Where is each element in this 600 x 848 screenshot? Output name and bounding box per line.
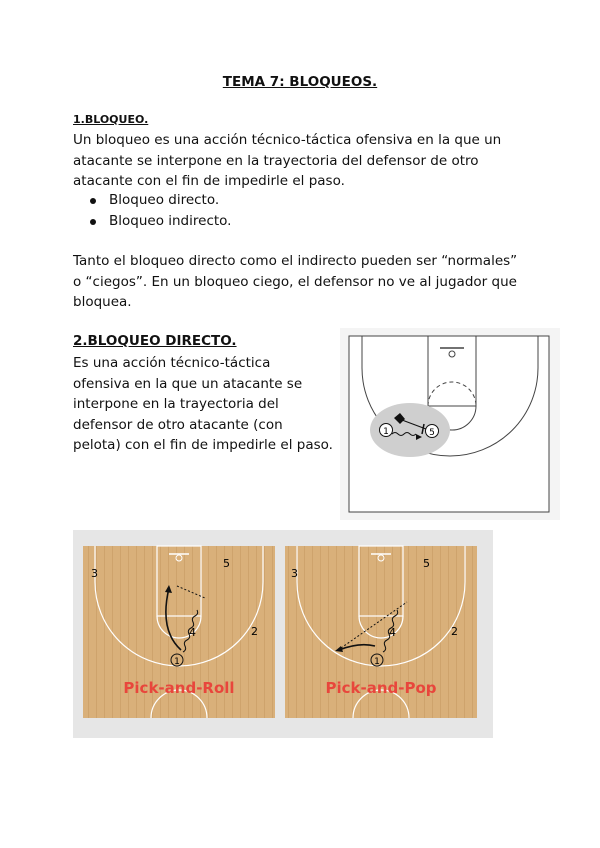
- text-line: Un bloqueo es una acción técnico-táctica ofensiva en la que un: [73, 132, 502, 148]
- player-number: 2: [251, 625, 258, 638]
- player-number: 3: [291, 567, 298, 580]
- player-number: 1: [374, 657, 380, 667]
- text-line: interpone en la trayectoria del: [73, 396, 279, 412]
- page-title: TEMA 7: BLOQUEOS.: [222, 74, 378, 90]
- section-1-text: [73, 130, 533, 192]
- player-number: 5: [429, 428, 435, 438]
- text-line: pelota) con el fin de impedirle el paso.: [73, 437, 333, 453]
- player-number: 4: [389, 626, 396, 639]
- section-1-heading: 1.BLOQUEO.: [73, 113, 149, 126]
- direct-screen-diagram: [340, 328, 560, 520]
- list-item: Bloqueo directo.: [88, 190, 231, 211]
- pick-plays-diagram: [73, 530, 493, 738]
- text-line: Es una acción técnico-táctica: [73, 355, 271, 371]
- player-number: 4: [189, 626, 196, 639]
- player-number: 1: [174, 657, 180, 667]
- player-number: 5: [223, 557, 230, 570]
- block-types-list: [88, 190, 231, 231]
- list-item: Bloqueo indirecto.: [88, 211, 231, 232]
- pick-and-roll-court: [83, 546, 275, 718]
- text-line: Tanto el bloqueo directo como el indirecto pueden ser “normales”: [73, 253, 518, 269]
- section-2-text: [73, 353, 343, 456]
- section-2-heading: 2.BLOQUEO DIRECTO.: [73, 333, 237, 349]
- section-1-paragraph-2: [73, 251, 533, 313]
- pick-and-pop-court: [285, 546, 477, 718]
- text-line: bloquea.: [73, 294, 132, 310]
- pick-and-pop-label: Pick-and-Pop: [325, 679, 437, 697]
- text-line: o “ciegos”. En un bloqueo ciego, el defensor no ve al jugador que: [73, 273, 517, 290]
- player-number: 5: [423, 557, 430, 570]
- player-number: 1: [383, 427, 389, 437]
- text-line: atacante con el fin de impedirle el paso.: [73, 173, 345, 189]
- pick-and-roll-label: Pick-and-Roll: [123, 679, 235, 697]
- player-number: 2: [451, 625, 458, 638]
- text-line: defensor de otro atacante (con: [73, 416, 283, 433]
- player-number: 3: [91, 567, 98, 580]
- text-line: ofensiva en la que un atacante se: [73, 375, 303, 392]
- text-line: atacante se interpone en la trayectoria del defensor de otro: [73, 152, 479, 169]
